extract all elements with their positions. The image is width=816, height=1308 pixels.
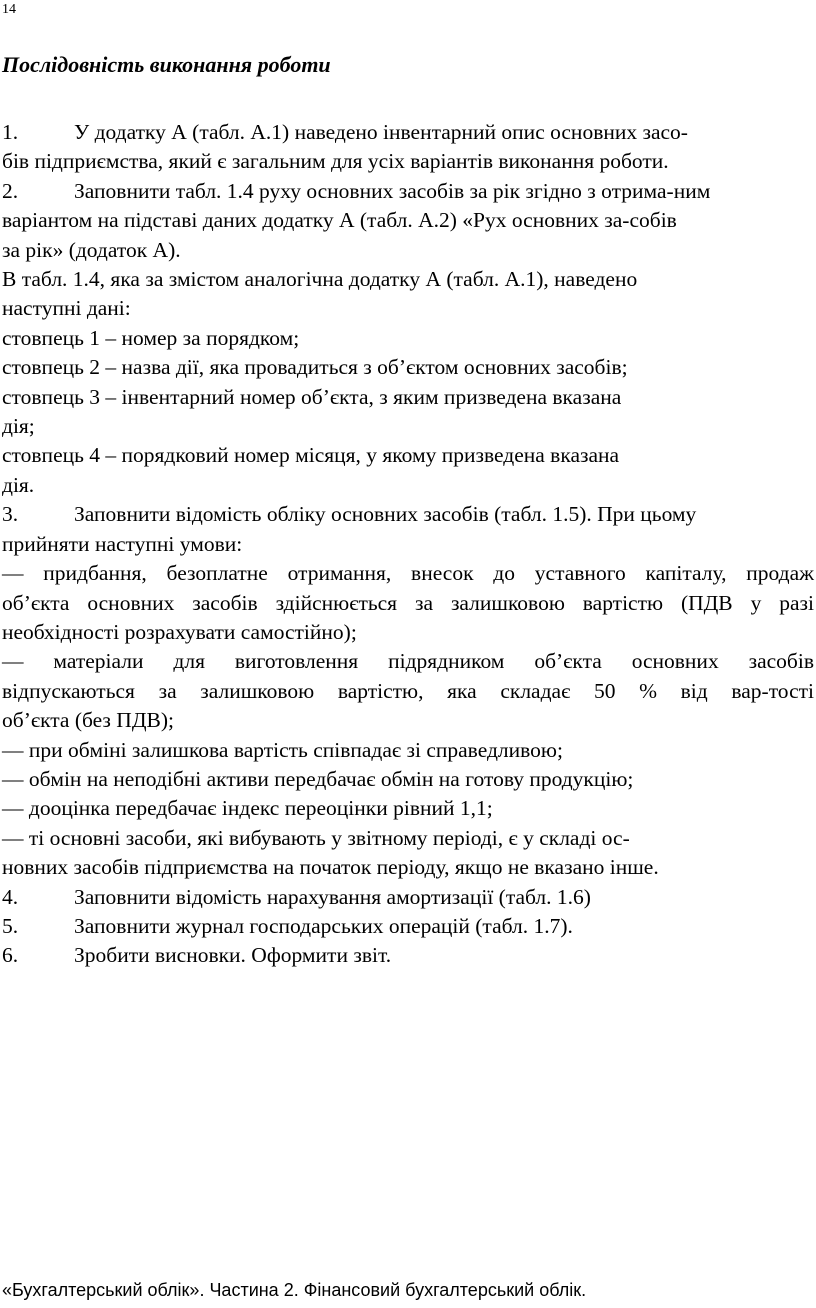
text-line [2,530,814,559]
text-line [2,265,814,294]
text-line [2,647,814,676]
text-line [2,294,814,323]
line-text: Заповнити відомість нарахування амортизації (табл. 1.6) [74,884,591,909]
line-text: — матеріали для виготовлення підрядником об’єкта основних засобів [2,649,814,674]
text-line [2,912,814,941]
line-text: У додатку А (табл. А.1) наведено інвентарний опис основних засо- [74,120,688,144]
section-heading: Послідовність виконання роботи [2,52,331,77]
line-text: — дооцінка передбачає індекс переоцінки рівний 1,1; [2,796,493,821]
text-line [2,677,814,706]
line-text: стовпець 2 – назва дії, яка провадиться з об’єктом основних засобів; [2,355,628,380]
line-text: Заповнити табл. 1.4 руху основних засобів за рік згідно з отрима-ним [74,178,711,203]
text-line [2,324,814,353]
line-text: дія; [2,414,35,439]
text-line [2,383,814,412]
list-number: 4. [2,884,19,909]
list-number: 3. [2,502,19,527]
page-footer: «Бухгалтерський облік». Частина 2. Фінансовий бухгалтерський облік. [2,1280,587,1300]
line-text: наступні дані: [2,296,131,321]
line-text: дія. [2,472,35,497]
line-text: — обмін на неподібні активи передбачає обмін на готову продукцію; [2,766,634,791]
text-line [2,236,814,265]
text-line [2,706,814,735]
list-number: 2. [2,178,19,203]
text-line [2,736,814,765]
text-line [2,118,814,147]
text-line [2,471,814,500]
text-line [2,147,814,176]
list-number: 1. [2,120,19,144]
text-line [2,883,814,912]
text-line [2,206,814,235]
line-text: В табл. 1.4, яка за змістом аналогічна додатку А (табл. А.1), наведено [2,267,638,292]
line-text: стовпець 3 – інвентарний номер об’єкта, з яким призведена вказана [2,384,622,409]
text-line [2,824,814,853]
text-line [2,412,814,441]
text-line [2,589,814,618]
text-line [2,765,814,794]
list-number: 6. [2,943,19,968]
line-text: за рік» (додаток А). [2,237,181,262]
line-text: — ті основні засоби, які вибувають у звітному періоді, є у складі ос- [2,825,630,850]
text-line [2,559,814,588]
line-text: Заповнити відомість обліку основних засобів (табл. 1.5). При цьому [74,502,697,527]
line-text: новних засобів підприємства на початок періоду, якщо не вказано інше. [2,855,659,880]
line-text: стовпець 4 – порядковий номер місяця, у якому призведена вказана [2,443,620,468]
page-number: 14 [2,2,16,17]
line-text: бів підприємства, який є загальним для усіх варіантів виконання роботи. [2,149,669,174]
text-line [2,794,814,823]
line-text: відпускаються за залишковою вартістю, яка складає 50 % від вар-тості [2,678,814,703]
text-line [2,618,814,647]
text-line [2,500,814,529]
text-line [2,441,814,470]
line-text: стовпець 1 – номер за порядком; [2,325,300,350]
text-line [2,853,814,882]
line-text: необхідності розрахувати самостійно); [2,619,357,644]
text-line [2,177,814,206]
line-text: об’єкта основних засобів здійснюється за залишковою вартістю (ПДВ у разі [2,590,814,615]
line-text: — при обміні залишкова вартість співпадає зі справедливою; [2,737,563,762]
line-text: Заповнити журнал господарських операцій (табл. 1.7). [74,913,573,938]
line-text: об’єкта (без ПДВ); [2,708,174,733]
text-line [2,941,814,970]
line-text: Зробити висновки. Оформити звіт. [74,943,392,968]
instructions-body [2,118,814,971]
line-text: варіантом на підставі даних додатку А (табл. А.2) «Рух основних за-собів [2,208,677,233]
list-number: 5. [2,913,19,938]
text-line [2,353,814,382]
line-text: — придбання, безоплатне отримання, внесок до уставного капіталу, продаж [2,561,814,586]
line-text: прийняти наступні умови: [2,531,243,556]
